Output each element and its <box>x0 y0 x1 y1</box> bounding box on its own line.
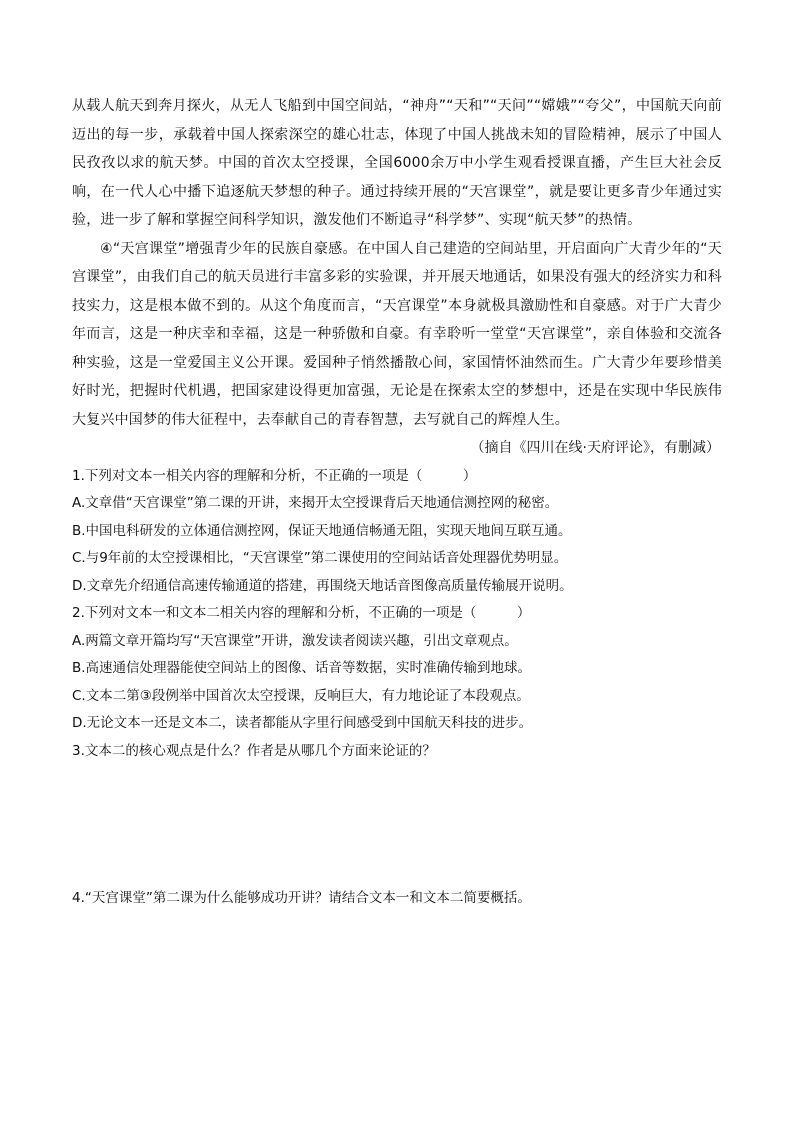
question-1-option-c: C.与9年前的太空授课相比，“天宫课堂”第二课使用的空间站话音处理器优势明显。 <box>72 550 568 566</box>
question-1 <box>72 463 722 601</box>
question-1-option-b: B.中国电科研发的立体通信测控网，保证天地通信畅通无阻，实现天地间互联互通。 <box>72 522 572 539</box>
article-paragraph-continued: 从载人航天到奔月探火，从无人飞船到中国空间站，“神舟”“天和”“天问”“嫦娥”“夸父”，中国航天向前迈出的每一步，承载着中国人探索深空的雄心壮志，体现了中国人挑战未知的冒险精神，展示了中国人民孜孜以求的航天梦。中国的首次太空授课，全国6000余万中小学生观看授课直播，产生巨大社会反响，在一代人心中播下追逐航天梦想的种子。通过持续开展的“天宫课堂”，就是要让更多青少年通过实验，进一步了解和掌握空间科学知识，激发他们不断追寻“科学梦”、实现“航天梦”的热情。 <box>72 98 722 228</box>
question-2-stem: 2.下列对文本一和文本二相关内容的理解和分析，不正确的一项是（ ） <box>72 605 531 621</box>
document-page <box>72 92 722 913</box>
question-3-stem: 3.文本二的核心观点是什么？作者是从哪几个方面来论证的？ <box>72 742 436 759</box>
question-2 <box>72 600 722 738</box>
question-4-stem: 4.“天宫课堂”第二课为什么能够成功开讲？请结合文本一和文本二简要概括。 <box>72 890 531 906</box>
answer-space <box>72 765 722 885</box>
article-source: （摘自《四川在线·天府评论》，有删减） <box>470 440 720 456</box>
question-1-option-d: D.文章先介绍通信高速传输通道的搭建，再围绕天地话音图像高质量传输展开说明。 <box>72 577 573 594</box>
article-paragraph-4: ④“天宫课堂”增强青少年的民族自豪感。在中国人自己建造的空间站里，开启面向广大青少年的“天宫课堂”，由我们自己的航天员进行丰富多彩的实验课，并开展天地通话，如果没有强大的经济实力和科技实力，这是根本做不到的。从这个角度而言，“天宫课堂”本身就极具激励性和自豪感。对于广大青少年而言，这是一种庆幸和幸福，这是一种骄傲和自豪。有幸聆听一堂堂“天宫课堂”，亲自体验和交流各种实验，这是一堂爱国主义公开课。爱国种子悄然播散心间，家国情怀油然而生。广大青少年要珍惜美好时光，把握时代机遇，把国家建设得更加富强，无论是在探索太空的梦想中，还是在实现中华民族伟大复兴中国梦的伟大征程中，去奉献自己的青春智慧，去写就自己的辉煌人生。 <box>72 240 722 428</box>
question-1-stem: 1.下列对文本一相关内容的理解和分析，不正确的一项是（ ） <box>72 467 477 484</box>
question-2-option-c: C.文本二第③段例举中国首次太空授课，反响巨大，有力地论证了本段观点。 <box>72 687 530 704</box>
question-4 <box>72 885 722 913</box>
question-2-option-a: A.两篇文章开篇均写“天宫课堂”开讲，激发读者阅读兴趣，引出文章观点。 <box>72 632 518 649</box>
question-3 <box>72 738 722 766</box>
question-2-option-d: D.无论文本一还是文本二，读者都能从字里行间感受到中国航天科技的进步。 <box>72 715 533 731</box>
question-1-option-a: A.文章借“天宫课堂”第二课的开讲，来揭开太空授课背后天地通信测控网的秘密。 <box>72 495 559 511</box>
question-2-option-b: B.高速通信处理器能使空间站上的图像、话音等数据，实时准确传输到地球。 <box>72 660 532 676</box>
